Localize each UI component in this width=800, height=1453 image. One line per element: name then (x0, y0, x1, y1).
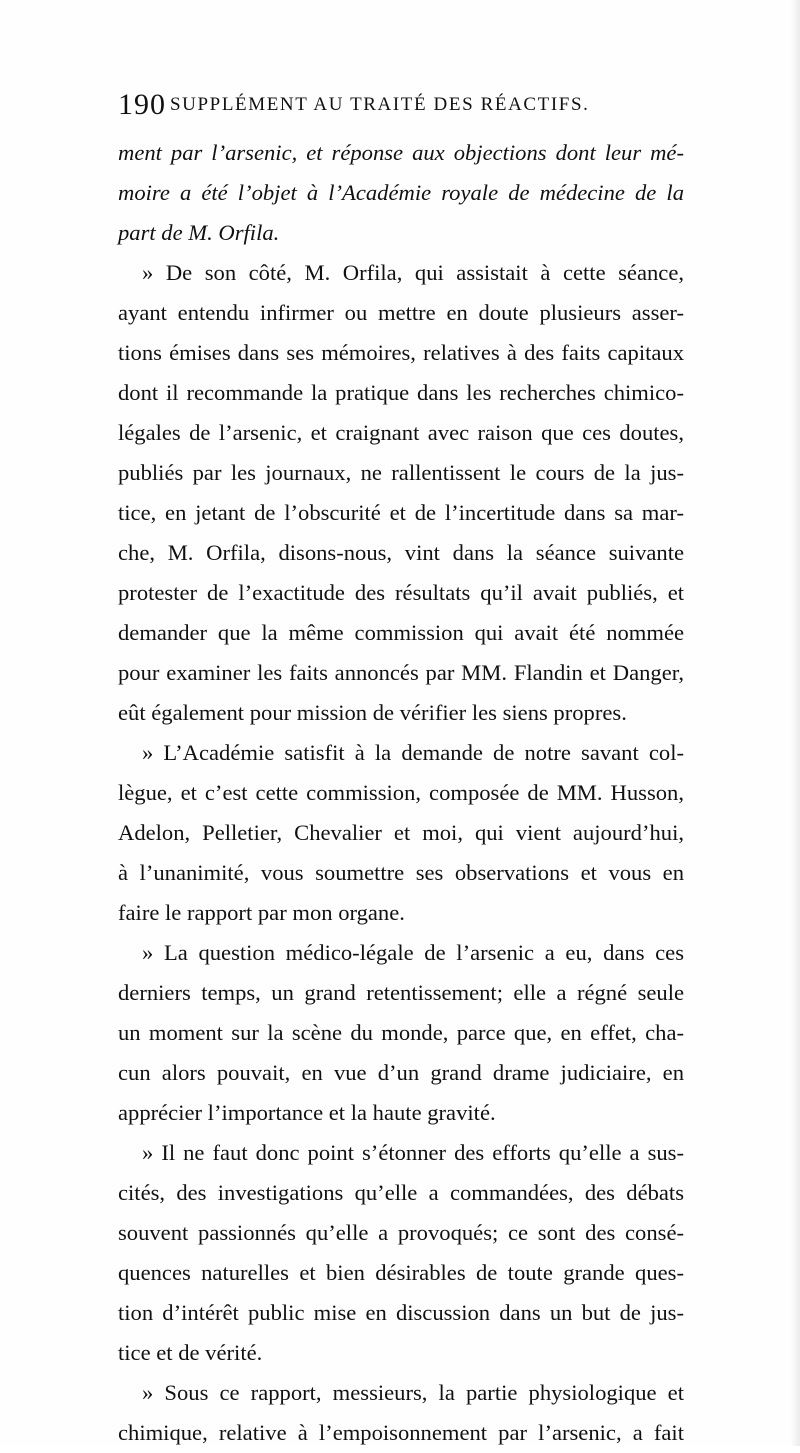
text-line: tice et de vérité. (118, 1340, 263, 1365)
text-line: » De son côté, M. Orfila, qui assistait à cette séance, (142, 260, 684, 285)
text-line: chimique, relative à l’empoisonnement par l’arsenic, a fait (118, 1420, 684, 1445)
body-text (118, 133, 684, 1453)
text-line: eût également pour mission de vérifier les siens propres. (118, 700, 627, 725)
text-line: Adelon, Pelletier, Chevalier et moi, qui vient aujourd’hui, (118, 820, 684, 845)
text-line: faire le rapport par mon organe. (118, 900, 405, 925)
text-line: » La question médico-légale de l’arsenic a eu, dans ces (142, 940, 684, 965)
text-line: légales de l’arsenic, et craignant avec raison que ces doutes, (118, 420, 684, 445)
text-line: un moment sur la scène du monde, parce que, en effet, cha- (118, 1020, 684, 1045)
text-line: souvent passionnés qu’elle a provoqués; ce sont des consé- (118, 1220, 684, 1245)
text-line: che, M. Orfila, disons-nous, vint dans la séance suivante (118, 540, 684, 565)
page-number: 190 (118, 88, 166, 121)
text-line: moire a été l’objet à l’Académie royale de médecine de la (118, 180, 684, 205)
text-line: tice, en jetant de l’obscurité et de l’incertitude dans sa mar- (118, 500, 684, 525)
text-line: pour examiner les faits annoncés par MM. Flandin et Danger, (118, 660, 684, 685)
page-edge-shadow (790, 0, 800, 1446)
text-line: tions émises dans ses mémoires, relatives à des faits capitaux (118, 340, 684, 365)
text-line: apprécier l’importance et la haute gravité. (118, 1100, 496, 1125)
text-line: lègue, et c’est cette commission, composée de MM. Husson, (118, 780, 684, 805)
text-line: part de M. Orfila. (118, 220, 280, 245)
text-line: » Sous ce rapport, messieurs, la partie physiologique et (142, 1380, 684, 1405)
text-line: ment par l’arsenic, et réponse aux objections dont leur mé- (118, 140, 684, 165)
text-line: tion d’intérêt public mise en discussion dans un but de jus- (118, 1300, 684, 1325)
text-line: ayant entendu infirmer ou mettre en doute plusieurs asser- (118, 300, 684, 325)
text-line: » L’Académie satisfit à la demande de notre savant col- (142, 740, 684, 765)
text-line: protester de l’exactitude des résultats qu’il avait publiés, et (118, 580, 684, 605)
text-line: dont il recommande la pratique dans les recherches chimico- (118, 380, 684, 405)
text-line: cun alors pouvait, en vue d’un grand drame judiciaire, en (118, 1060, 684, 1085)
text-line: à l’unanimité, vous soumettre ses observations et vous en (118, 860, 684, 885)
text-line: derniers temps, un grand retentissement; elle a régné seule (118, 980, 684, 1005)
text-line: publiés par les journaux, ne rallentissent le cours de la jus- (118, 460, 684, 485)
text-line: quences naturelles et bien désirables de toute grande ques- (118, 1260, 684, 1285)
text-line: demander que la même commission qui avait été nommée (118, 620, 684, 645)
text-line: » Il ne faut donc point s’étonner des efforts qu’elle a sus- (142, 1140, 684, 1165)
text-line: cités, des investigations qu’elle a commandées, des débats (118, 1180, 684, 1205)
running-title: SUPPLÉMENT AU TRAITÉ DES RÉACTIFS. (170, 94, 590, 115)
page-header (118, 88, 698, 128)
